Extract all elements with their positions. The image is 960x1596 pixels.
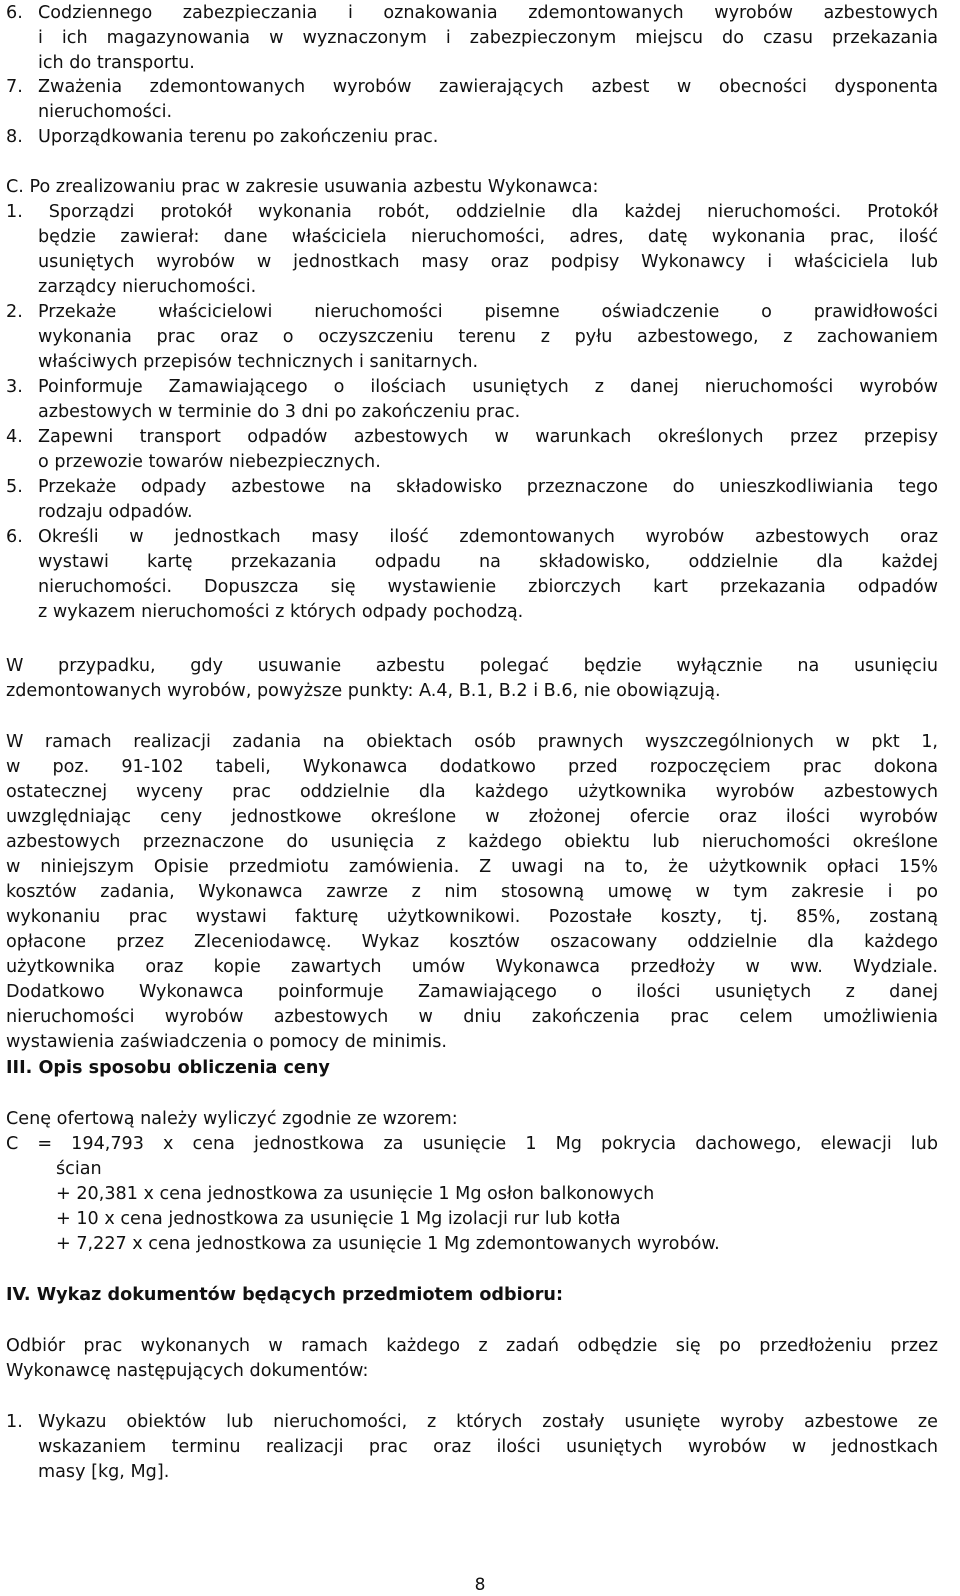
paragraph-line: Wykonawcę następujących dokumentów: — [6, 1361, 369, 1381]
item-text: nieruchomości. — [38, 102, 173, 122]
text-line — [0, 274, 960, 300]
text-line — [0, 124, 960, 150]
item-text: i ich magazynowania w wyznaczonym i zabezpieczonym miejscu do czasu przekazania — [38, 28, 938, 48]
item-text: wystawi kartę przekazania odpadu na składowisko, oddzielnie dla każdej — [38, 552, 938, 572]
paragraph-line: opłacone przez Zleceniodawcę. Wykaz kosztów oszacowany oddzielnie dla każdego — [6, 932, 938, 952]
item-number: 6. — [6, 3, 23, 23]
text-line — [0, 1282, 960, 1308]
text-line — [0, 904, 960, 930]
paragraph-line: w poz. 91-102 tabeli, Wykonawca dodatkowo przed rozpoczęciem prac dokona — [6, 757, 938, 777]
paragraph-line: zdemontowanych wyrobów, powyższe punkty: A.4, B.1, B.2 i B.6, nie obowiązują. — [6, 681, 721, 701]
item-text: Zapewni transport odpadów azbestowych w warunkach określonych przez przepisy — [38, 427, 938, 447]
text-line — [0, 549, 960, 575]
item-text: ich do transportu. — [38, 53, 195, 73]
item-text: Uporządkowania terenu po zakończeniu prac. — [38, 127, 439, 147]
item-text: Codziennego zabezpieczania i oznakowania zdemontowanych wyrobów azbestowych — [38, 3, 938, 23]
text-line — [0, 0, 960, 26]
item-text: Poinformuje Zamawiającego o ilościach usuniętych z danej nieruchomości wyrobów — [38, 377, 938, 397]
paragraph-line: azbestowych przeznaczone do usunięcia z każdego obiektu lub nieruchomości określone — [6, 832, 938, 852]
formula-line: C = 194,793 x cena jednostkowa za usunięcie 1 Mg pokrycia dachowego, elewacji lub — [6, 1134, 938, 1154]
item-text: azbestowych w terminie do 3 dni po zakończeniu prac. — [38, 402, 521, 422]
text-line — [0, 1055, 960, 1081]
paragraph-line: ostatecznej wyceny prac oddzielnie dla każdego użytkownika wyrobów azbestowych — [6, 782, 938, 802]
section-c-heading: C. Po zrealizowaniu prac w zakresie usuwania azbestu Wykonawca: — [6, 177, 599, 197]
formula-line: + 20,381 x cena jednostkowa za usunięcie 1 Mg osłon balkonowych — [56, 1184, 655, 1204]
item-text: nieruchomości. Dopuszcza się wystawienie zbiorczych kart przekazania odpadów — [38, 577, 938, 597]
item-number: 3. — [6, 377, 23, 397]
text-line — [0, 1434, 960, 1460]
text-line — [0, 879, 960, 905]
item-text: z wykazem nieruchomości z których odpady pochodzą. — [38, 602, 524, 622]
item-text: Przekaże odpady azbestowe na składowisko przeznaczone do unieszkodliwiania tego — [38, 477, 938, 497]
formula-line: + 7,227 x cena jednostkowa za usunięcie 1 Mg zdemontowanych wyrobów. — [56, 1234, 720, 1254]
formula-line: + 10 x cena jednostkowa za usunięcie 1 Mg izolacji rur lub kotła — [56, 1209, 621, 1229]
text-line — [0, 1131, 960, 1157]
item-number: 8. — [6, 127, 23, 147]
paragraph-line: kosztów zadania, Wykonawca zawrze z nim stosowną umowę w tym zakresie i po — [6, 882, 938, 902]
text-line — [0, 25, 960, 51]
text-line — [0, 99, 960, 125]
item-text: zarządcy nieruchomości. — [38, 277, 257, 297]
text-line — [0, 1004, 960, 1030]
text-line — [0, 1231, 960, 1257]
paragraph-line: w niniejszym Opisie przedmiotu zamówienia. Z uwagi na to, że użytkownik opłaci 15% — [6, 857, 938, 877]
text-line — [0, 1333, 960, 1359]
item-number: 1. — [6, 1412, 23, 1432]
text-line — [0, 324, 960, 350]
item-text: usuniętych wyrobów w jednostkach masy oraz podpisy Wykonawcy i właściciela lub — [38, 252, 938, 272]
text-line — [0, 1029, 960, 1055]
text-line — [0, 1206, 960, 1232]
item-text: Określi w jednostkach masy ilość zdemontowanych wyrobów azbestowych oraz — [38, 527, 938, 547]
text-line — [0, 804, 960, 830]
item-number: 4. — [6, 427, 23, 447]
text-line — [0, 349, 960, 375]
text-line — [0, 729, 960, 755]
paragraph-line: nieruchomości wyrobów azbestowych w dniu zakończenia prac celem umożliwienia — [6, 1007, 938, 1027]
section-iv-heading: IV. Wykaz dokumentów będących przedmiotem odbioru: — [6, 1285, 563, 1305]
item-text: Zważenia zdemontowanych wyrobów zawierających azbest w obecności dysponenta — [38, 77, 938, 97]
item-text: wskazaniem terminu realizacji prac oraz ilości usuniętych wyrobów w jednostkach — [38, 1437, 938, 1457]
text-line — [0, 249, 960, 275]
text-line — [0, 979, 960, 1005]
text-line — [0, 653, 960, 679]
item-number: 5. — [6, 477, 23, 497]
item-text: 1. Sporządzi protokół wykonania robót, oddzielnie dla każdej nieruchomości. Protokół — [6, 202, 938, 222]
text-line — [0, 929, 960, 955]
formula-line: ścian — [56, 1159, 102, 1179]
item-text: wykonania prac oraz o oczyszczeniu terenu z pyłu azbestowego, z zachowaniem — [38, 327, 938, 347]
item-text: Przekaże właścicielowi nieruchomości pisemne oświadczenie o prawidłowości — [38, 302, 938, 322]
text-line — [0, 1181, 960, 1207]
text-line — [0, 174, 960, 200]
text-line — [0, 424, 960, 450]
text-line — [0, 399, 960, 425]
paragraph-line: uwzględniając ceny jednostkowe określone w złożonej ofercie oraz ilości wyrobów — [6, 807, 938, 827]
text-line — [0, 299, 960, 325]
section-iii-heading: III. Opis sposobu obliczenia ceny — [6, 1058, 330, 1078]
text-line — [0, 678, 960, 704]
paragraph-line: użytkownika oraz kopie zawartych umów Wykonawca przedłoży w ww. Wydziale. — [6, 957, 938, 977]
paragraph-line: W ramach realizacji zadania na obiektach osób prawnych wyszczególnionych w pkt 1, — [6, 732, 938, 752]
text-line — [0, 74, 960, 100]
item-text: o przewozie towarów niebezpiecznych. — [38, 452, 381, 472]
text-line — [0, 754, 960, 780]
paragraph-line: Cenę ofertową należy wyliczyć zgodnie ze wzorem: — [6, 1109, 458, 1129]
paragraph-line: Odbiór prac wykonanych w ramach każdego z zadań odbędzie się po przedłożeniu przez — [6, 1336, 938, 1356]
item-number: 2. — [6, 302, 23, 322]
text-line — [0, 524, 960, 550]
item-number: 6. — [6, 527, 23, 547]
text-line — [0, 574, 960, 600]
text-line — [0, 829, 960, 855]
item-text: Wykazu obiektów lub nieruchomości, z których zostały usunięte wyroby azbestowe ze — [38, 1412, 938, 1432]
text-line — [0, 1459, 960, 1485]
text-line — [0, 779, 960, 805]
text-line — [0, 449, 960, 475]
text-line — [0, 224, 960, 250]
text-line — [0, 1156, 960, 1182]
text-line — [0, 374, 960, 400]
paragraph-line: W przypadku, gdy usuwanie azbestu polegać będzie wyłącznie na usunięciu — [6, 656, 938, 676]
text-line — [0, 599, 960, 625]
text-line — [0, 1358, 960, 1384]
item-text: będzie zawierał: dane właściciela nieruchomości, adres, datę wykonania prac, ilość — [38, 227, 938, 247]
item-text: masy [kg, Mg]. — [38, 1462, 170, 1482]
item-text: właściwych przepisów technicznych i sanitarnych. — [38, 352, 479, 372]
item-text: rodzaju odpadów. — [38, 502, 193, 522]
paragraph-line: wystawienia zaświadczenia o pomocy de minimis. — [6, 1032, 448, 1052]
page-number: 8 — [474, 1575, 486, 1595]
paragraph-line: Dodatkowo Wykonawca poinformuje Zamawiającego o ilości usuniętych z danej — [6, 982, 938, 1002]
text-line — [0, 1409, 960, 1435]
paragraph-line: wykonaniu prac wystawi fakturę użytkownikowi. Pozostałe koszty, tj. 85%, zostaną — [6, 907, 938, 927]
text-line — [0, 474, 960, 500]
text-line — [0, 499, 960, 525]
text-line — [0, 199, 960, 225]
text-line — [0, 954, 960, 980]
text-line — [0, 854, 960, 880]
text-line — [0, 1106, 960, 1132]
text-line — [0, 50, 960, 76]
item-number: 7. — [6, 77, 23, 97]
